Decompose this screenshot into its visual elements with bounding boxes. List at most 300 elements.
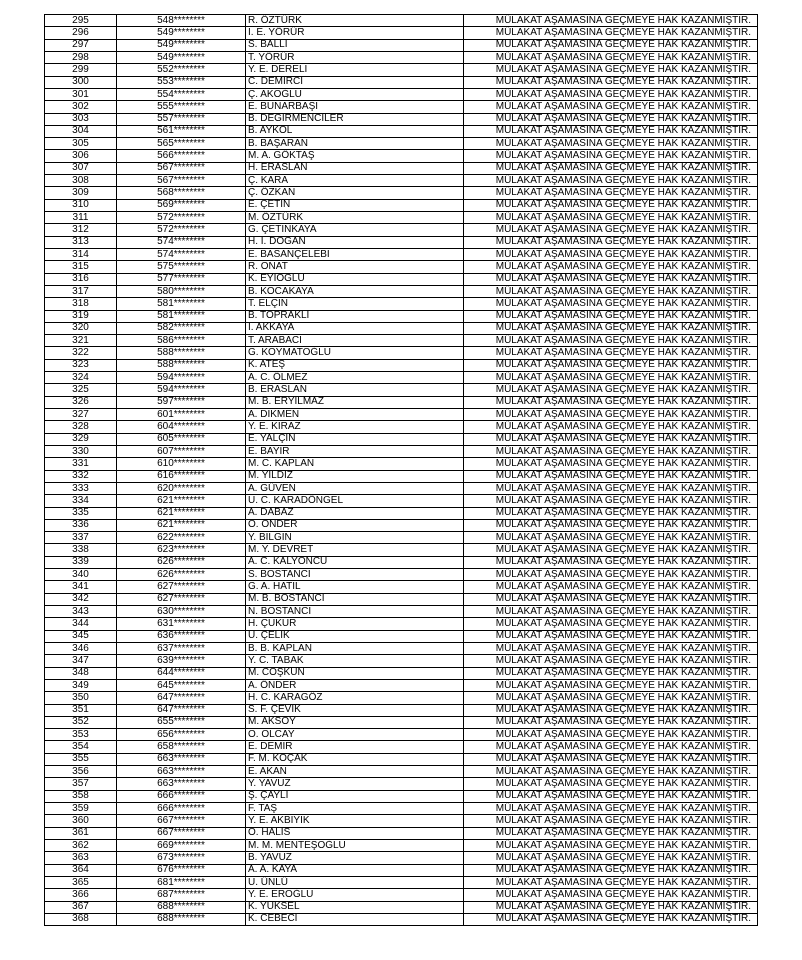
table-row [45,175,758,187]
result-status-cell: MÜLAKAT AŞAMASINA GEÇMEYE HAK KAZANMIŞTIR. [464,236,758,248]
result-status-cell: MÜLAKAT AŞAMASINA GEÇMEYE HAK KAZANMIŞTIR. [464,409,758,421]
result-status-cell: MÜLAKAT AŞAMASINA GEÇMEYE HAK KAZANMIŞTIR. [464,101,758,113]
table-row [45,778,758,790]
candidate-name-cell: Ç. AKOĞLU [246,88,464,100]
candidate-name-cell: M. ÖZTÜRK [246,212,464,224]
table-row [45,803,758,815]
candidate-name-cell: A. GÜVEN [246,482,464,494]
national-id-cell: 549******** [117,27,246,39]
table-row [45,606,758,618]
national-id-cell: 548******** [117,15,246,27]
result-status-cell: MÜLAKAT AŞAMASINA GEÇMEYE HAK KAZANMIŞTIR. [464,630,758,642]
table-row [45,889,758,901]
candidate-name-cell: T. ELÇİN [246,298,464,310]
table-row [45,445,758,457]
result-status-cell: MÜLAKAT AŞAMASINA GEÇMEYE HAK KAZANMIŞTIR. [464,359,758,371]
result-status-cell: MÜLAKAT AŞAMASINA GEÇMEYE HAK KAZANMIŞTIR. [464,876,758,888]
national-id-cell: 663******** [117,753,246,765]
row-number-cell: 323 [45,359,117,371]
table-row [45,39,758,51]
table-row [45,716,758,728]
national-id-cell: 586******** [117,335,246,347]
national-id-cell: 610******** [117,458,246,470]
candidate-name-cell: A. DABAZ [246,507,464,519]
national-id-cell: 552******** [117,64,246,76]
table-row [45,667,758,679]
national-id-cell: 607******** [117,445,246,457]
result-status-cell: MÜLAKAT AŞAMASINA GEÇMEYE HAK KAZANMIŞTIR. [464,864,758,876]
candidate-name-cell: E. ÇETİN [246,199,464,211]
candidate-name-cell: A. ÖNDER [246,679,464,691]
result-status-cell: MÜLAKAT AŞAMASINA GEÇMEYE HAK KAZANMIŞTIR. [464,248,758,260]
national-id-cell: 666******** [117,790,246,802]
result-status-cell: MÜLAKAT AŞAMASINA GEÇMEYE HAK KAZANMIŞTIR. [464,532,758,544]
table-row [45,519,758,531]
row-number-cell: 298 [45,51,117,63]
table-row [45,396,758,408]
result-status-cell: MÜLAKAT AŞAMASINA GEÇMEYE HAK KAZANMIŞTIR. [464,39,758,51]
table-row [45,27,758,39]
national-id-cell: 645******** [117,679,246,691]
row-number-cell: 355 [45,753,117,765]
result-status-cell: MÜLAKAT AŞAMASINA GEÇMEYE HAK KAZANMIŞTIR. [464,655,758,667]
candidate-name-cell: Y. BİLGİN [246,532,464,544]
row-number-cell: 339 [45,556,117,568]
result-status-cell: MÜLAKAT AŞAMASINA GEÇMEYE HAK KAZANMIŞTIR. [464,519,758,531]
national-id-cell: 673******** [117,852,246,864]
results-sheet [44,14,758,926]
national-id-cell: 588******** [117,347,246,359]
result-status-cell: MÜLAKAT AŞAMASINA GEÇMEYE HAK KAZANMIŞTIR. [464,593,758,605]
result-status-cell: MÜLAKAT AŞAMASINA GEÇMEYE HAK KAZANMIŞTIR. [464,618,758,630]
table-row [45,51,758,63]
row-number-cell: 350 [45,692,117,704]
table-row [45,655,758,667]
row-number-cell: 336 [45,519,117,531]
candidate-name-cell: U. ÇELİK [246,630,464,642]
result-status-cell: MÜLAKAT AŞAMASINA GEÇMEYE HAK KAZANMIŞTIR. [464,692,758,704]
table-row [45,569,758,581]
candidate-name-cell: M. AKSOY [246,716,464,728]
national-id-cell: 581******** [117,298,246,310]
national-id-cell: 604******** [117,421,246,433]
row-number-cell: 295 [45,15,117,27]
candidate-name-cell: K. CEBECİ [246,913,464,925]
national-id-cell: 580******** [117,285,246,297]
candidate-name-cell: G. ÇETİNKAYA [246,224,464,236]
row-number-cell: 304 [45,125,117,137]
candidate-name-cell: Y. C. TABAK [246,655,464,667]
table-row [45,273,758,285]
candidate-name-cell: Ç. ÖZKAN [246,187,464,199]
candidate-name-cell: B. YAVUZ [246,852,464,864]
candidate-name-cell: U. C. KARADÖNGEL [246,495,464,507]
candidate-name-cell: K. ATEŞ [246,359,464,371]
national-id-cell: 566******** [117,150,246,162]
row-number-cell: 346 [45,642,117,654]
result-status-cell: MÜLAKAT AŞAMASINA GEÇMEYE HAK KAZANMIŞTIR. [464,544,758,556]
table-row [45,310,758,322]
table-row [45,753,758,765]
table-row [45,421,758,433]
row-number-cell: 314 [45,248,117,260]
result-status-cell: MÜLAKAT AŞAMASINA GEÇMEYE HAK KAZANMIŞTIR. [464,766,758,778]
row-number-cell: 340 [45,569,117,581]
row-number-cell: 326 [45,396,117,408]
national-id-cell: 594******** [117,384,246,396]
national-id-cell: 549******** [117,39,246,51]
result-status-cell: MÜLAKAT AŞAMASINA GEÇMEYE HAK KAZANMIŞTIR. [464,162,758,174]
row-number-cell: 351 [45,704,117,716]
candidate-name-cell: İ. AKKAYA [246,322,464,334]
table-row [45,790,758,802]
candidate-name-cell: O. HALİS [246,827,464,839]
candidate-name-cell: O. OLCAY [246,729,464,741]
national-id-cell: 620******** [117,482,246,494]
national-id-cell: 572******** [117,224,246,236]
table-row [45,729,758,741]
row-number-cell: 343 [45,606,117,618]
row-number-cell: 335 [45,507,117,519]
national-id-cell: 647******** [117,692,246,704]
result-status-cell: MÜLAKAT AŞAMASINA GEÇMEYE HAK KAZANMIŞTIR. [464,753,758,765]
candidate-name-cell: Y. E. EROĞLU [246,889,464,901]
table-row [45,679,758,691]
result-status-cell: MÜLAKAT AŞAMASINA GEÇMEYE HAK KAZANMIŞTIR. [464,556,758,568]
table-row [45,470,758,482]
candidate-name-cell: T. ARABACI [246,335,464,347]
row-number-cell: 297 [45,39,117,51]
table-row [45,88,758,100]
table-row [45,248,758,260]
table-row [45,347,758,359]
result-status-cell: MÜLAKAT AŞAMASINA GEÇMEYE HAK KAZANMIŞTIR. [464,606,758,618]
national-id-cell: 647******** [117,704,246,716]
table-row [45,236,758,248]
row-number-cell: 296 [45,27,117,39]
result-status-cell: MÜLAKAT AŞAMASINA GEÇMEYE HAK KAZANMIŞTIR. [464,482,758,494]
row-number-cell: 306 [45,150,117,162]
table-row [45,224,758,236]
row-number-cell: 311 [45,212,117,224]
national-id-cell: 568******** [117,187,246,199]
result-status-cell: MÜLAKAT AŞAMASINA GEÇMEYE HAK KAZANMIŞTIR. [464,396,758,408]
row-number-cell: 312 [45,224,117,236]
result-status-cell: MÜLAKAT AŞAMASINA GEÇMEYE HAK KAZANMIŞTIR. [464,298,758,310]
national-id-cell: 572******** [117,212,246,224]
national-id-cell: 688******** [117,913,246,925]
result-status-cell: MÜLAKAT AŞAMASINA GEÇMEYE HAK KAZANMIŞTIR. [464,138,758,150]
candidate-name-cell: R. ONAT [246,261,464,273]
national-id-cell: 676******** [117,864,246,876]
row-number-cell: 302 [45,101,117,113]
result-status-cell: MÜLAKAT AŞAMASINA GEÇMEYE HAK KAZANMIŞTIR. [464,889,758,901]
result-status-cell: MÜLAKAT AŞAMASINA GEÇMEYE HAK KAZANMIŞTIR. [464,187,758,199]
table-row [45,372,758,384]
candidate-name-cell: C. DEMİRCİ [246,76,464,88]
result-status-cell: MÜLAKAT AŞAMASINA GEÇMEYE HAK KAZANMIŞTIR. [464,322,758,334]
national-id-cell: 575******** [117,261,246,273]
national-id-cell: 621******** [117,519,246,531]
table-row [45,839,758,851]
row-number-cell: 332 [45,470,117,482]
result-status-cell: MÜLAKAT AŞAMASINA GEÇMEYE HAK KAZANMIŞTIR. [464,827,758,839]
row-number-cell: 307 [45,162,117,174]
result-status-cell: MÜLAKAT AŞAMASINA GEÇMEYE HAK KAZANMIŞTIR. [464,569,758,581]
candidate-name-cell: E. BAYIR [246,445,464,457]
candidate-name-cell: Y. E. AKBIYIK [246,815,464,827]
row-number-cell: 341 [45,581,117,593]
candidate-name-cell: M. A. GÖKTAŞ [246,150,464,162]
candidate-name-cell: R. ÖZTÜRK [246,15,464,27]
candidate-name-cell: E. AKAN [246,766,464,778]
result-status-cell: MÜLAKAT AŞAMASINA GEÇMEYE HAK KAZANMIŞTIR. [464,433,758,445]
row-number-cell: 328 [45,421,117,433]
candidate-name-cell: E. BUNARBAŞI [246,101,464,113]
table-row [45,187,758,199]
row-number-cell: 322 [45,347,117,359]
candidate-name-cell: B. ERASLAN [246,384,464,396]
result-status-cell: MÜLAKAT AŞAMASINA GEÇMEYE HAK KAZANMIŞTIR. [464,310,758,322]
row-number-cell: 349 [45,679,117,691]
result-status-cell: MÜLAKAT AŞAMASINA GEÇMEYE HAK KAZANMIŞTIR. [464,15,758,27]
candidate-name-cell: G. A. HATIL [246,581,464,593]
candidate-name-cell: M. B. ERYILMAZ [246,396,464,408]
row-number-cell: 327 [45,409,117,421]
result-status-cell: MÜLAKAT AŞAMASINA GEÇMEYE HAK KAZANMIŞTIR. [464,581,758,593]
result-status-cell: MÜLAKAT AŞAMASINA GEÇMEYE HAK KAZANMIŞTIR. [464,199,758,211]
result-status-cell: MÜLAKAT AŞAMASINA GEÇMEYE HAK KAZANMIŞTIR. [464,212,758,224]
result-status-cell: MÜLAKAT AŞAMASINA GEÇMEYE HAK KAZANMIŞTIR. [464,150,758,162]
result-status-cell: MÜLAKAT AŞAMASINA GEÇMEYE HAK KAZANMIŞTIR. [464,113,758,125]
table-row [45,642,758,654]
table-row [45,199,758,211]
result-status-cell: MÜLAKAT AŞAMASINA GEÇMEYE HAK KAZANMIŞTIR. [464,495,758,507]
national-id-cell: 574******** [117,236,246,248]
table-row [45,261,758,273]
candidate-name-cell: M. COŞKUN [246,667,464,679]
result-status-cell: MÜLAKAT AŞAMASINA GEÇMEYE HAK KAZANMIŞTIR. [464,51,758,63]
table-row [45,433,758,445]
table-row [45,581,758,593]
national-id-cell: 621******** [117,507,246,519]
national-id-cell: 658******** [117,741,246,753]
result-status-cell: MÜLAKAT AŞAMASINA GEÇMEYE HAK KAZANMIŞTIR. [464,913,758,925]
table-row [45,544,758,556]
row-number-cell: 337 [45,532,117,544]
national-id-cell: 656******** [117,729,246,741]
result-status-cell: MÜLAKAT AŞAMASINA GEÇMEYE HAK KAZANMIŞTIR. [464,839,758,851]
candidate-name-cell: H. İ. DOĞAN [246,236,464,248]
table-row [45,827,758,839]
row-number-cell: 299 [45,64,117,76]
national-id-cell: 616******** [117,470,246,482]
table-row [45,630,758,642]
candidate-name-cell: M. YILDIZ [246,470,464,482]
result-status-cell: MÜLAKAT AŞAMASINA GEÇMEYE HAK KAZANMIŞTIR. [464,273,758,285]
row-number-cell: 318 [45,298,117,310]
national-id-cell: 630******** [117,606,246,618]
candidate-name-cell: G. KOYMATOĞLU [246,347,464,359]
row-number-cell: 308 [45,175,117,187]
national-id-cell: 667******** [117,827,246,839]
result-status-cell: MÜLAKAT AŞAMASINA GEÇMEYE HAK KAZANMIŞTIR. [464,679,758,691]
table-row [45,532,758,544]
row-number-cell: 305 [45,138,117,150]
result-status-cell: MÜLAKAT AŞAMASINA GEÇMEYE HAK KAZANMIŞTIR. [464,790,758,802]
table-row [45,815,758,827]
candidate-name-cell: Ö. ÖNDER [246,519,464,531]
national-id-cell: 667******** [117,815,246,827]
row-number-cell: 352 [45,716,117,728]
table-row [45,64,758,76]
result-status-cell: MÜLAKAT AŞAMASINA GEÇMEYE HAK KAZANMIŞTIR. [464,125,758,137]
national-id-cell: 557******** [117,113,246,125]
candidate-name-cell: F. TAŞ [246,803,464,815]
table-row [45,409,758,421]
result-status-cell: MÜLAKAT AŞAMASINA GEÇMEYE HAK KAZANMIŞTIR. [464,384,758,396]
row-number-cell: 313 [45,236,117,248]
result-status-cell: MÜLAKAT AŞAMASINA GEÇMEYE HAK KAZANMIŞTIR. [464,347,758,359]
result-status-cell: MÜLAKAT AŞAMASINA GEÇMEYE HAK KAZANMIŞTIR. [464,64,758,76]
table-row [45,704,758,716]
national-id-cell: 663******** [117,766,246,778]
row-number-cell: 353 [45,729,117,741]
candidate-name-cell: Y. YAVUZ [246,778,464,790]
table-row [45,507,758,519]
table-row [45,384,758,396]
result-status-cell: MÜLAKAT AŞAMASINA GEÇMEYE HAK KAZANMIŞTIR. [464,224,758,236]
table-row [45,113,758,125]
result-status-cell: MÜLAKAT AŞAMASINA GEÇMEYE HAK KAZANMIŞTIR. [464,778,758,790]
national-id-cell: 631******** [117,618,246,630]
national-id-cell: 577******** [117,273,246,285]
national-id-cell: 588******** [117,359,246,371]
national-id-cell: 627******** [117,593,246,605]
table-row [45,322,758,334]
row-number-cell: 367 [45,901,117,913]
row-number-cell: 333 [45,482,117,494]
national-id-cell: 582******** [117,322,246,334]
table-row [45,556,758,568]
table-row [45,298,758,310]
national-id-cell: 637******** [117,642,246,654]
candidate-name-cell: H. ÇUKUR [246,618,464,630]
candidate-name-cell: U. ÜNLÜ [246,876,464,888]
result-status-cell: MÜLAKAT AŞAMASINA GEÇMEYE HAK KAZANMIŞTIR. [464,704,758,716]
table-row [45,864,758,876]
row-number-cell: 368 [45,913,117,925]
national-id-cell: 644******** [117,667,246,679]
national-id-cell: 627******** [117,581,246,593]
table-row [45,901,758,913]
table-row [45,335,758,347]
candidate-name-cell: N. BOSTANCI [246,606,464,618]
candidate-name-cell: B. KOCAKAYA [246,285,464,297]
result-status-cell: MÜLAKAT AŞAMASINA GEÇMEYE HAK KAZANMIŞTIR. [464,445,758,457]
row-number-cell: 365 [45,876,117,888]
row-number-cell: 363 [45,852,117,864]
row-number-cell: 329 [45,433,117,445]
result-status-cell: MÜLAKAT AŞAMASINA GEÇMEYE HAK KAZANMIŞTIR. [464,421,758,433]
national-id-cell: 681******** [117,876,246,888]
table-row [45,692,758,704]
candidate-name-cell: S. BOSTANCI [246,569,464,581]
result-status-cell: MÜLAKAT AŞAMASINA GEÇMEYE HAK KAZANMIŞTIR. [464,729,758,741]
row-number-cell: 345 [45,630,117,642]
row-number-cell: 362 [45,839,117,851]
candidate-name-cell: M. M. MENTEŞOĞLU [246,839,464,851]
row-number-cell: 364 [45,864,117,876]
table-row [45,15,758,27]
result-status-cell: MÜLAKAT AŞAMASINA GEÇMEYE HAK KAZANMIŞTIR. [464,335,758,347]
candidate-name-cell: A. DİKMEN [246,409,464,421]
table-row [45,150,758,162]
national-id-cell: 655******** [117,716,246,728]
national-id-cell: 553******** [117,76,246,88]
table-row [45,482,758,494]
table-row [45,766,758,778]
national-id-cell: 636******** [117,630,246,642]
result-status-cell: MÜLAKAT AŞAMASINA GEÇMEYE HAK KAZANMIŞTIR. [464,261,758,273]
candidate-name-cell: M. Y. DEVRET [246,544,464,556]
row-number-cell: 359 [45,803,117,815]
result-status-cell: MÜLAKAT AŞAMASINA GEÇMEYE HAK KAZANMIŞTIR. [464,458,758,470]
table-row [45,101,758,113]
national-id-cell: 663******** [117,778,246,790]
row-number-cell: 310 [45,199,117,211]
row-number-cell: 309 [45,187,117,199]
national-id-cell: 597******** [117,396,246,408]
row-number-cell: 319 [45,310,117,322]
candidate-name-cell: B. AYKOL [246,125,464,137]
national-id-cell: 554******** [117,88,246,100]
national-id-cell: 623******** [117,544,246,556]
table-row [45,359,758,371]
national-id-cell: 626******** [117,556,246,568]
national-id-cell: 567******** [117,175,246,187]
result-status-cell: MÜLAKAT AŞAMASINA GEÇMEYE HAK KAZANMIŞTIR. [464,716,758,728]
row-number-cell: 344 [45,618,117,630]
table-row [45,458,758,470]
candidate-name-cell: B. B. KAPLAN [246,642,464,654]
row-number-cell: 358 [45,790,117,802]
candidate-name-cell: H. ERASLAN [246,162,464,174]
table-row [45,162,758,174]
row-number-cell: 361 [45,827,117,839]
national-id-cell: 594******** [117,372,246,384]
table-row [45,852,758,864]
national-id-cell: 639******** [117,655,246,667]
candidate-name-cell: A. A. KAYA [246,864,464,876]
candidate-name-cell: H. C. KARAGÖZ [246,692,464,704]
candidate-name-cell: S. F. ÇEVİK [246,704,464,716]
table-row [45,618,758,630]
national-id-cell: 574******** [117,248,246,260]
row-number-cell: 324 [45,372,117,384]
row-number-cell: 356 [45,766,117,778]
national-id-cell: 626******** [117,569,246,581]
candidate-name-cell: İ. E. YÖRÜR [246,27,464,39]
row-number-cell: 303 [45,113,117,125]
row-number-cell: 342 [45,593,117,605]
candidate-name-cell: B. TOPRAKLI [246,310,464,322]
result-status-cell: MÜLAKAT AŞAMASINA GEÇMEYE HAK KAZANMIŞTIR. [464,27,758,39]
row-number-cell: 347 [45,655,117,667]
candidate-name-cell: T. YÖRÜR [246,51,464,63]
candidate-name-cell: Y. E. KİRAZ [246,421,464,433]
result-status-cell: MÜLAKAT AŞAMASINA GEÇMEYE HAK KAZANMIŞTIR. [464,852,758,864]
